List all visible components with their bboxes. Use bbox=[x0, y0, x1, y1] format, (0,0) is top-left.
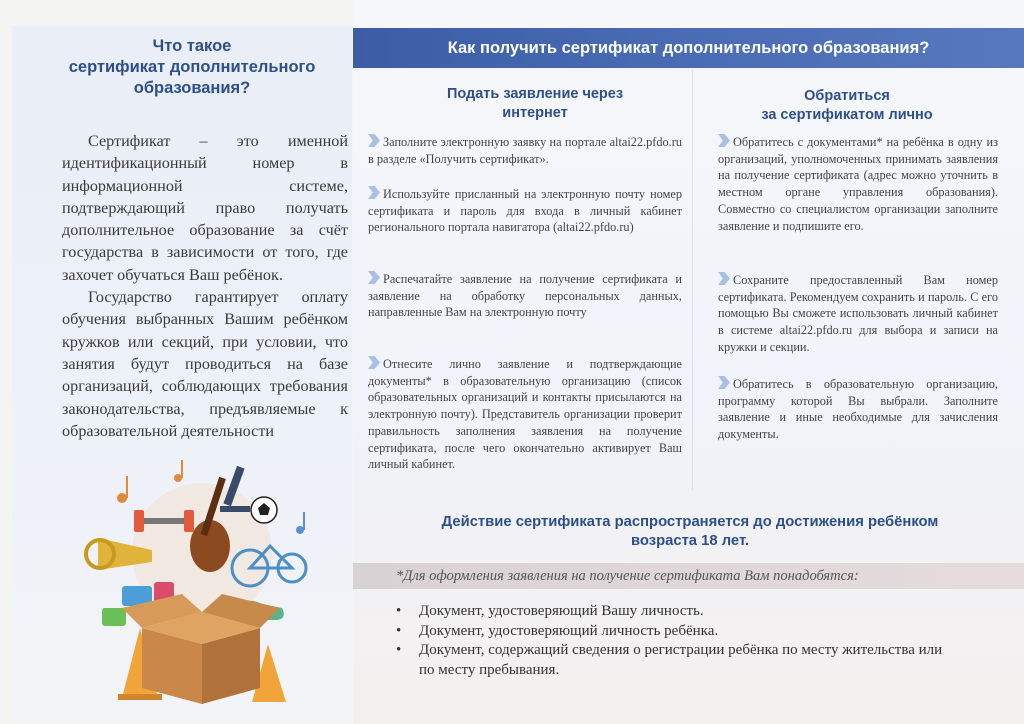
online-step-text: Распечатайте заявление на получение сертификата и заявление на обработку персональных данных, направленные Вам на электронную почту bbox=[368, 272, 682, 320]
definition-paragraph: Сертификат – это именной идентификационный номер в информационной системе, подтверждающий право получать дополнительное образование за счёт государства в зависимости от того, где захочет обучаться Ваш ребёнок. bbox=[62, 132, 348, 284]
soccer-ball-icon bbox=[251, 497, 277, 523]
online-heading: Подать заявление через интернет bbox=[446, 86, 624, 121]
online-step bbox=[368, 271, 682, 321]
online-step bbox=[368, 186, 682, 236]
personal-step-text: Обратитесь в образовательную организацию, программу которой Вы выбрали. Заполните заявление и иные необходимые для зачисления документы. bbox=[718, 377, 998, 442]
list-item: • Документ, содержащий сведения о регистрации ребёнка по месту жительства или по месту пребывания. bbox=[390, 641, 960, 680]
personal-step-text: Сохраните предоставленный Вам номер сертификата. Рекомендуем сохранить и пароль. С его помощью Вы сможете использовать личный кабинет в системе altai22.pfdo.ru для выбора и записи на кружки и секции. bbox=[718, 273, 998, 354]
definition-text bbox=[62, 130, 348, 442]
section-banner: Как получить сертификат дополнительного образования? bbox=[353, 28, 1024, 68]
chevron-arrow-icon bbox=[718, 134, 730, 147]
personal-step bbox=[718, 376, 998, 443]
chevron-arrow-icon bbox=[368, 356, 380, 369]
column-divider bbox=[692, 70, 693, 490]
online-step-text: Отнесите лично заявление и подтверждающие документы* в образовательную организацию (список образовательных организаций и контакты присылаются на электронную почту). Представитель организации проверит правильность заполнения заявления на получение сертификата, после чего окончательно активирует Ваш личный кабинет. bbox=[368, 357, 682, 472]
documents-title-bar: *Для оформления заявления на получение сертификата Вам понадобятся: bbox=[353, 563, 1024, 589]
documents-list bbox=[390, 602, 960, 680]
left-title: Что такое сертификат дополнительного образования? bbox=[68, 37, 316, 97]
online-step bbox=[368, 356, 682, 473]
online-step-text: Используйте присланный на электронную почту номер сертификата и пароль для входа в личный кабинет регионального портала навигатора (altai22.pfdo.ru) bbox=[368, 187, 682, 235]
chevron-arrow-icon bbox=[368, 271, 380, 284]
list-item: • Документ, удостоверяющий личность ребёнка. bbox=[390, 622, 960, 642]
online-step-text: Заполните электронную заявку на портале altai22.pfdo.ru в разделе «Получить сертификат». bbox=[368, 135, 682, 166]
chevron-arrow-icon bbox=[718, 272, 730, 285]
personal-step bbox=[718, 134, 998, 234]
chevron-arrow-icon bbox=[368, 134, 380, 147]
personal-heading: Обратиться за сертификатом лично bbox=[761, 88, 933, 123]
personal-step bbox=[718, 272, 998, 356]
personal-step-text: Обратитесь с документами* на ребёнка в одну из организаций, уполномоченных принимать заявления на получение сертификата (адрес можно уточнить в местном органе управления образования). Совместно со специалистом организации заполните заявление и подпишите его. bbox=[718, 135, 998, 233]
chevron-arrow-icon bbox=[368, 186, 380, 199]
list-item: • Документ, удостоверяющий Вашу личность. bbox=[390, 602, 960, 622]
box-of-hobbies-illustration bbox=[82, 458, 322, 706]
validity-notice: Действие сертификата распространяется до достижения ребёнком возраста 18 лет. bbox=[441, 514, 939, 549]
guarantee-paragraph: Государство гарантирует оплату обучения выбранных Вашим ребёнком кружков или секций, при условии, что занятия будут проводиться на базе организаций, соблюдающих требования законодательства, предъявляемые к образовательной деятельности bbox=[62, 288, 348, 440]
online-step bbox=[368, 134, 682, 167]
chevron-arrow-icon bbox=[718, 376, 730, 389]
